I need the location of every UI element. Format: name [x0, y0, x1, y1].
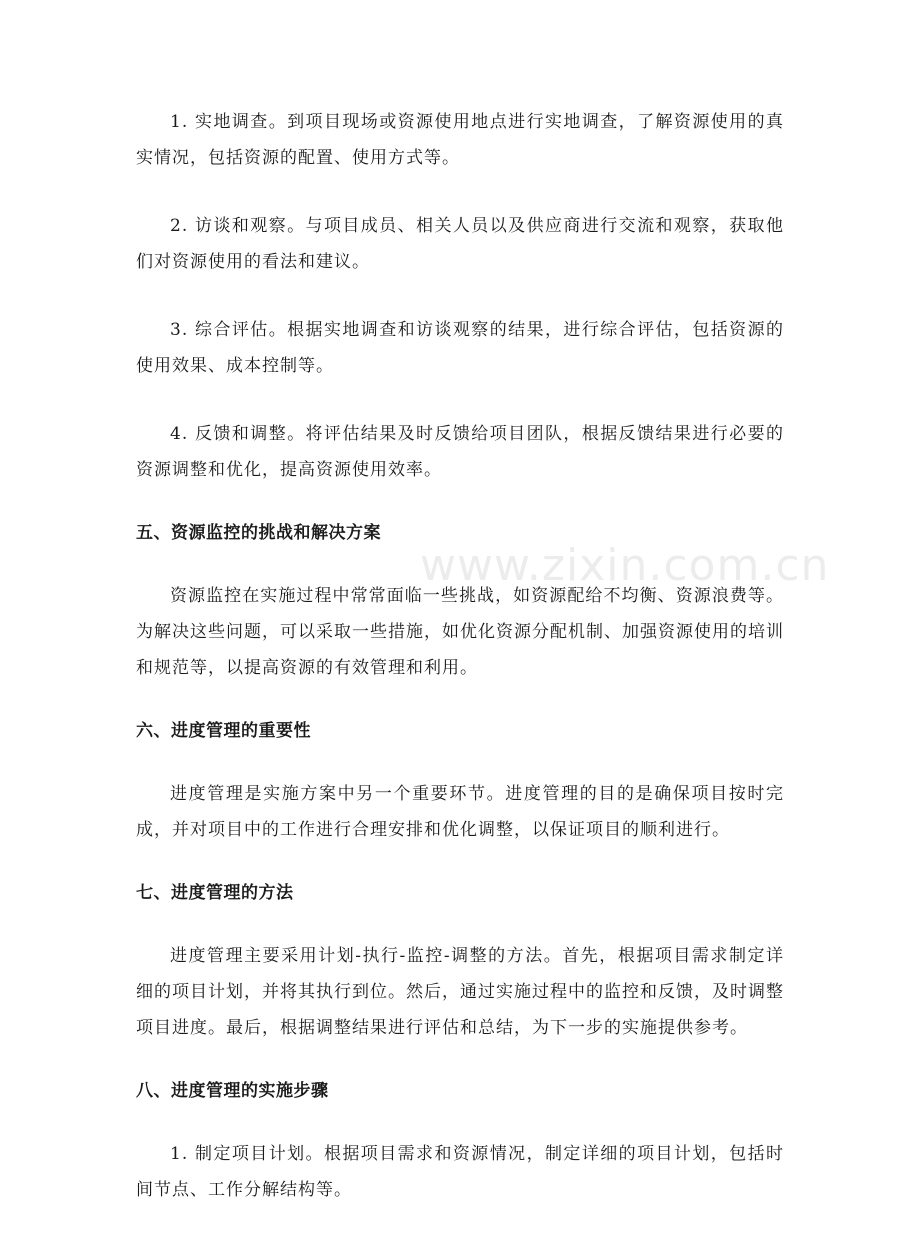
paragraph-schedule-steps: 1. 制定项目计划。根据项目需求和资源情况，制定详细的项目计划，包括时间节点、工作分解结构等。 [136, 1144, 784, 1200]
section-heading-resource-challenges: 五、资源监控的挑战和解决方案 [136, 523, 381, 543]
document-body [136, 104, 784, 1240]
section-heading-schedule-steps: 八、进度管理的实施步骤 [136, 1081, 329, 1101]
watermark: www.zixin.com.cn [420, 540, 830, 591]
paragraph-feedback-adjustment: 4. 反馈和调整。将评估结果及时反馈给项目团队，根据反馈结果进行必要的资源调整和优化，提高资源使用效率。 [136, 424, 784, 480]
section-heading-schedule-methods: 七、进度管理的方法 [136, 883, 294, 903]
paragraph-schedule-methods: 进度管理主要采用计划-执行-监控-调整的方法。首先，根据项目需求制定详细的项目计划，并将其执行到位。然后，通过实施过程中的监控和反馈，及时调整项目进度。最后，根据调整结果进行评估和总结，为下一步的实施提供参考。 [136, 946, 784, 1038]
paragraph-schedule-importance: 进度管理是实施方案中另一个重要环节。进度管理的目的是确保项目按时完成，并对项目中的工作进行合理安排和优化调整，以保证项目的顺利进行。 [136, 784, 784, 840]
paragraph-resource-challenges: 资源监控在实施过程中常常面临一些挑战，如资源配给不均衡、资源浪费等。为解决这些问题，可以采取一些措施，如优化资源分配机制、加强资源使用的培训和规范等，以提高资源的有效管理和利用。 [136, 586, 784, 678]
section-heading-schedule-importance: 六、进度管理的重要性 [136, 721, 311, 741]
paragraph-field-survey: 1. 实地调查。到项目现场或资源使用地点进行实地调查，了解资源使用的真实情况，包括资源的配置、使用方式等。 [136, 112, 784, 168]
paragraph-interview-observation: 2. 访谈和观察。与项目成员、相关人员以及供应商进行交流和观察，获取他们对资源使用的看法和建议。 [136, 216, 784, 272]
paragraph-comprehensive-evaluation: 3. 综合评估。根据实地调查和访谈观察的结果，进行综合评估，包括资源的使用效果、成本控制等。 [136, 320, 784, 376]
